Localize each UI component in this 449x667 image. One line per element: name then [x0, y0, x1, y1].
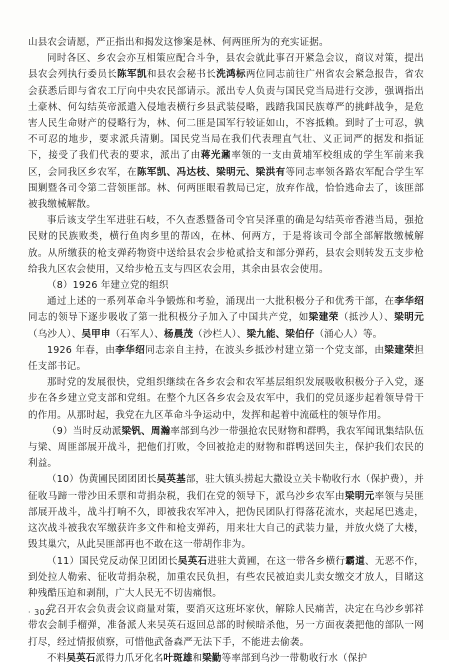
- text-run: 和县农会秘书长: [146, 69, 217, 81]
- body-paragraph: [28, 51, 424, 213]
- text-run: 通过上述的一系列革命斗争锻炼和考验，涌现出一大批积极分子和优秀干部，在: [47, 296, 395, 308]
- text-run: 党召开农会负责会议商量对策，要消灭这班坏家伙，解除人民痛苦，决定在乌沙乡郭祥带农会制手榴弹，准备派人来吴英石返回总部的时候暗杀他，另一方面夜袭把他的部队一网打尽，经过情报侦察，可惜他武备森严无法下手，不能进去偷袭。: [28, 604, 424, 648]
- body-paragraph: [28, 472, 424, 553]
- text-run: 派得力爪牙化名: [95, 652, 164, 664]
- text-run: 同时各区、乡农会亦互相策应配合斗争，县农会就此事召开紧急会议，商议对策，提出县农会列执行委员长: [28, 53, 424, 81]
- body-paragraph: [28, 424, 424, 473]
- bold-name: 梁建荣: [308, 312, 339, 324]
- text-run: （抵沙人）、: [338, 312, 395, 324]
- body-paragraph: [28, 343, 424, 375]
- body-paragraph: [28, 213, 424, 278]
- text-run: （石军人）、: [110, 328, 165, 340]
- bold-name: 杨晨茂: [164, 328, 194, 340]
- bold-name: 陈军凯: [117, 69, 147, 81]
- text-run: 等率部到乌沙一带勒收行水（保护: [221, 652, 368, 664]
- page-number: · 302 ·: [28, 608, 57, 617]
- bold-name: 叶斑雄: [163, 652, 193, 664]
- bold-name: 梁建荣: [384, 344, 415, 356]
- bold-name: 陈军凯、冯达枝、梁明元、梁洪有: [136, 166, 286, 178]
- text-run: 率部到乌沙一带强抢农民财物和群鸭，我农军闻讯集结队伍与梁、周匪部展开战斗，把他们打败，令回被抢走的财物和群鸭送回失主，保护我们农民的利益。: [28, 425, 424, 470]
- text-run: 不料: [47, 652, 67, 664]
- bold-name: 蒋光鼐: [200, 150, 232, 162]
- section-heading: （8）1926 年建立党的组织: [47, 280, 169, 292]
- text-run: 、无恶不作，到处拉人勒索、征收苛捐杂税，加重农民负担，有些农民被迫卖儿卖女缴交才放人，目睹这种残酷压迫和剥削，广大人民无不切齿痛恨。: [28, 555, 425, 599]
- bold-name: 梁九能、梁伯仔: [246, 328, 315, 340]
- text-run: 1926 年春，由: [47, 344, 116, 356]
- bold-name: 吴英石: [177, 555, 208, 567]
- bold-name: 梁明元: [344, 490, 375, 502]
- bold-name: 吴英基: [156, 474, 186, 486]
- body-paragraph: [28, 35, 424, 51]
- body-paragraph: [28, 651, 424, 667]
- body-paragraph: [28, 375, 424, 424]
- text-run: 部，驻大镇头捞起大撒设立关卡勒收行水（保护费），并征收马蹄一带沙田禾票和苛捐杂税，我们在党的领导下，派乌沙乡农军由: [28, 474, 424, 502]
- text-run: （乌沙人）、: [28, 328, 82, 340]
- text-run: 事后该支学生军进驻石岐，不久查悉暨备司令官吴泽重的确是勾结英帝香港当局，强抢民财的民族败类，横行鱼肉乡里的帮凶，在林、何两方，于是将该司令部全部解散缴械解放。从所缴获的枪支弹药物资中送给县农会步枪贰拾支和部分弹药，县农会则转发五支步枪给我九区农会使用，又给步枪五支与四区农会用，其余由县农会使用。: [28, 215, 424, 275]
- text-run: 山县农会请愿，严正指出和揭发这惨案是林、何两匪所为的充实证据。: [28, 37, 329, 48]
- text-run: 两位同志前往广州省农会紧急报告，省农会获悉后即与省农工厅向中央农民部请示。派出专人负责与国民党当局进行交涉，强调指出土豪林、何勾结英帝派遣入侵地表横行乡县武装侵略，践踏我国民族尊严的挑衅战争，是危害人民生命财产的侵略行为，林、何二匪是国军行较证如山，不容抵赖。到时了士可忍，孰不可忍的地步，要求派兵清剿。国民党当局在我们代表理直气壮、义正词严的据发和指证下，接受了我们代表的要求，派出了由: [28, 69, 424, 162]
- body-paragraph: [28, 554, 424, 603]
- bold-name: 李华绍: [115, 344, 146, 356]
- bold-name: 霸道: [345, 555, 366, 567]
- text-run: （9）当时反动派: [47, 425, 122, 437]
- text-run: 同志的领导下逐步吸收了第一批积极分子加入了中国共产党，如: [28, 312, 309, 324]
- text-run: 进驻大黄圃，在这一带各乡横行: [207, 555, 346, 567]
- bold-name: 李华绍: [394, 296, 424, 308]
- body-paragraph: [28, 294, 424, 343]
- text-run: 率领与吴匪部展开战斗，战斗打响不久，即被我农军冲入，把伪民团队打得落花流水，夹起尾巴逃走，这次战斗被我农军缴获许多文件和枪支弹药，用来壮大自己的武装力量，并放火烧了大楼，毁其巢穴，从此吴匪部再也不敢在这一带胡作非为。: [28, 490, 424, 551]
- bold-name: 吴英石: [66, 652, 96, 664]
- text-run: 同志亲自主持，在波头乡抵沙村建立第一个党支部，由: [145, 344, 385, 356]
- text-run: （涌心人）等。: [314, 328, 383, 340]
- document-body: [28, 35, 424, 667]
- bold-name: 梁勤: [202, 652, 222, 664]
- text-run: 担任支部书记。: [28, 344, 424, 373]
- text-run: 那时党的发展很快，党组织继续在各乡农会和农军基层组织发展吸收积极分子入党，逐步在各乡建立党支部和党组。在整个九区各乡农会及农军中，我们的党员逐步起着领导骨干的作用。从那时起，我党在九区革命斗争运动中，发挥和起着中流砥柱的领导作用。: [28, 377, 424, 421]
- bold-name: 洗鸿标: [216, 69, 246, 81]
- bold-name: 吴甲申: [81, 328, 111, 340]
- text-run: （11）国民党反动保卫团团长: [47, 555, 178, 567]
- text-run: 等同志率领各路农军配合学生军围剿暨各司令第二营领匪部。林、何两匪眼看教局已定，放弃作战，恰恰逃命去了，该匪部被我缴械解散。: [28, 166, 424, 211]
- body-paragraph: [28, 602, 424, 651]
- bold-name: 梁明元: [394, 312, 425, 324]
- text-run: 和: [192, 652, 203, 664]
- bold-name: 梁钒、周瀚: [121, 425, 171, 437]
- text-run: 率领的一支由黄埔军校组成的学生军前来我区，会同我区乡农军，在: [28, 150, 424, 178]
- text-run: （沙栏人）、: [193, 328, 247, 340]
- text-run: （10）伪黄圃民团团团长: [47, 474, 157, 486]
